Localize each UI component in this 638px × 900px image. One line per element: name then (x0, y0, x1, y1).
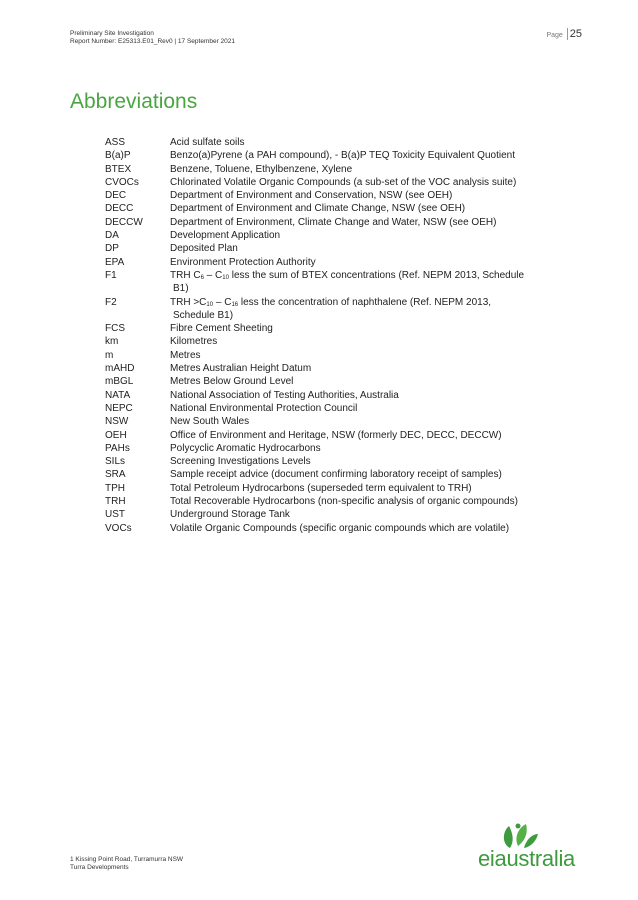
abbreviation-definition (170, 269, 563, 296)
abbreviation-definition: Chlorinated Volatile Organic Compounds (a sub-set of the VOC analysis suite) (170, 176, 517, 188)
abbreviation-term: CVOCs (105, 176, 139, 188)
abbreviation-definition: Kilometres (170, 336, 218, 348)
abbreviation-definition (170, 296, 563, 323)
abbreviation-term: TRH (105, 496, 126, 508)
abbreviation-row (105, 189, 563, 202)
abbreviation-row (105, 495, 563, 508)
footer-client: Turra Developments (70, 864, 129, 871)
abbreviation-definition: Metres Below Ground Level (170, 376, 294, 388)
abbreviation-term: SILs (105, 456, 126, 468)
abbreviation-definition: Deposited Plan (170, 243, 238, 255)
definition-subscript: 10 (206, 301, 214, 308)
abbreviation-row (105, 322, 563, 335)
abbreviation-term: PAHs (105, 442, 130, 454)
abbreviation-term: DP (105, 243, 119, 255)
abbreviation-term: F1 (105, 269, 117, 281)
definition-text: TRH >C (170, 296, 207, 308)
abbreviation-term: BTEX (105, 163, 132, 175)
abbreviation-row (105, 415, 563, 428)
abbreviation-definition: National Association of Testing Authorities, Australia (170, 389, 399, 401)
abbreviation-row (105, 296, 563, 323)
abbreviation-term: NSW (105, 416, 129, 428)
abbreviation-row (105, 482, 563, 495)
abbreviation-row (105, 455, 563, 468)
definition-subscript: 10 (222, 274, 229, 281)
abbreviation-definition: Development Application (170, 230, 281, 242)
definition-text: less the concentration of naphthalene (Ref. NEPM 2013, (238, 296, 492, 308)
definition-text: less the sum of BTEX concentrations (Ref. NEPM 2013, Schedule (228, 269, 525, 281)
abbreviation-term: F2 (105, 296, 117, 308)
abbreviation-term: VOCs (105, 522, 132, 534)
definition-text: – C (203, 269, 223, 281)
abbreviation-definition: Fibre Cement Sheeting (170, 323, 273, 335)
abbreviation-definition: National Environmental Protection Council (170, 402, 358, 414)
abbreviation-definition: Screening Investigations Levels (170, 456, 311, 468)
abbreviation-term: DECC (105, 203, 134, 215)
abbreviation-definition: Department of Environment and Conservation, NSW (see OEH) (170, 190, 453, 202)
abbreviation-row (105, 229, 563, 242)
abbreviation-row (105, 508, 563, 521)
abbreviation-row (105, 149, 563, 162)
abbreviation-term: DECCW (105, 216, 143, 228)
abbreviation-definition: Office of Environment and Heritage, NSW (formerly DEC, DECC, DECCW) (170, 429, 502, 441)
abbreviation-term: FCS (105, 323, 125, 335)
abbreviation-definition: Underground Storage Tank (170, 509, 290, 521)
abbreviations-list (105, 136, 563, 535)
abbreviation-term: EPA (105, 256, 125, 268)
report-number: Report Number: E25313.E01_Rev0 | 17 September 2021 (70, 38, 236, 45)
abbreviation-term: km (105, 336, 119, 348)
abbreviation-term: TPH (105, 482, 125, 494)
abbreviation-definition: New South Wales (170, 416, 250, 428)
page-label: Page (546, 32, 563, 39)
abbreviation-definition: Department of Environment, Climate Change and Water, NSW (see OEH) (170, 216, 497, 228)
abbreviation-row (105, 242, 563, 255)
abbreviation-term: DA (105, 230, 119, 242)
page-number: 25 (567, 28, 582, 40)
abbreviation-definition: Volatile Organic Compounds (specific organic compounds which are volatile) (170, 522, 510, 534)
abbreviation-row (105, 402, 563, 415)
abbreviation-row (105, 389, 563, 402)
abbreviation-row (105, 216, 563, 229)
abbreviation-row (105, 442, 563, 455)
abbreviation-definition: Benzene, Toluene, Ethylbenzene, Xylene (170, 163, 353, 175)
abbreviation-definition: Acid sulfate soils (170, 137, 245, 148)
definition-continuation: Schedule B1) (173, 309, 234, 321)
abbreviation-row (105, 136, 563, 149)
definition-text: TRH C (170, 269, 201, 281)
page-footer (70, 856, 183, 872)
abbreviation-row (105, 375, 563, 388)
abbreviation-row (105, 335, 563, 348)
page-title: Abbreviations (70, 90, 198, 113)
report-title: Preliminary Site Investigation (70, 30, 154, 37)
footer-address: 1 Kissing Point Road, Turramurra NSW (70, 856, 184, 863)
abbreviation-term: UST (105, 509, 125, 521)
abbreviation-definition: Metres (170, 349, 201, 361)
abbreviation-definition: Metres Australian Height Datum (170, 363, 312, 375)
company-logo (478, 822, 580, 872)
abbreviation-term: DEC (105, 190, 127, 202)
abbreviation-term: mBGL (105, 376, 134, 388)
definition-text: – C (213, 296, 232, 308)
definition-subscript: 6 (200, 274, 204, 281)
abbreviation-term: mAHD (105, 363, 135, 375)
abbreviation-term: m (105, 349, 114, 361)
page-indicator (546, 28, 582, 40)
logo-text: eiaustralia (478, 846, 575, 871)
page-header (70, 30, 235, 46)
abbreviation-term: OEH (105, 429, 127, 441)
abbreviation-row (105, 163, 563, 176)
abbreviation-term: NEPC (105, 402, 133, 414)
abbreviation-definition: Total Petroleum Hydrocarbons (superseded term equivalent to TRH) (170, 482, 472, 494)
abbreviation-definition: Polycyclic Aromatic Hydrocarbons (170, 442, 321, 454)
abbreviation-row (105, 269, 563, 296)
abbreviation-row (105, 202, 563, 215)
abbreviation-row (105, 429, 563, 442)
abbreviation-definition: Environment Protection Authority (170, 256, 316, 268)
abbreviation-row (105, 362, 563, 375)
abbreviation-term: ASS (105, 137, 126, 148)
abbreviation-row (105, 256, 563, 269)
abbreviation-definition: Sample receipt advice (document confirming laboratory receipt of samples) (170, 469, 502, 481)
abbreviation-row (105, 468, 563, 481)
definition-continuation: B1) (173, 283, 189, 295)
abbreviation-term: SRA (105, 469, 126, 481)
abbreviation-row (105, 349, 563, 362)
abbreviation-term: B(a)P (105, 150, 131, 162)
abbreviation-definition: Total Recoverable Hydrocarbons (non-specific analysis of organic compounds) (170, 496, 518, 508)
abbreviation-term: NATA (105, 389, 131, 401)
abbreviation-row (105, 176, 563, 189)
definition-subscript: 16 (231, 301, 239, 308)
abbreviation-row (105, 522, 563, 535)
abbreviation-definition: Benzo(a)Pyrene (a PAH compound), - B(a)P TEQ Toxicity Equivalent Quotient (170, 150, 515, 162)
abbreviation-definition: Department of Environment and Climate Change, NSW (see OEH) (170, 203, 466, 215)
